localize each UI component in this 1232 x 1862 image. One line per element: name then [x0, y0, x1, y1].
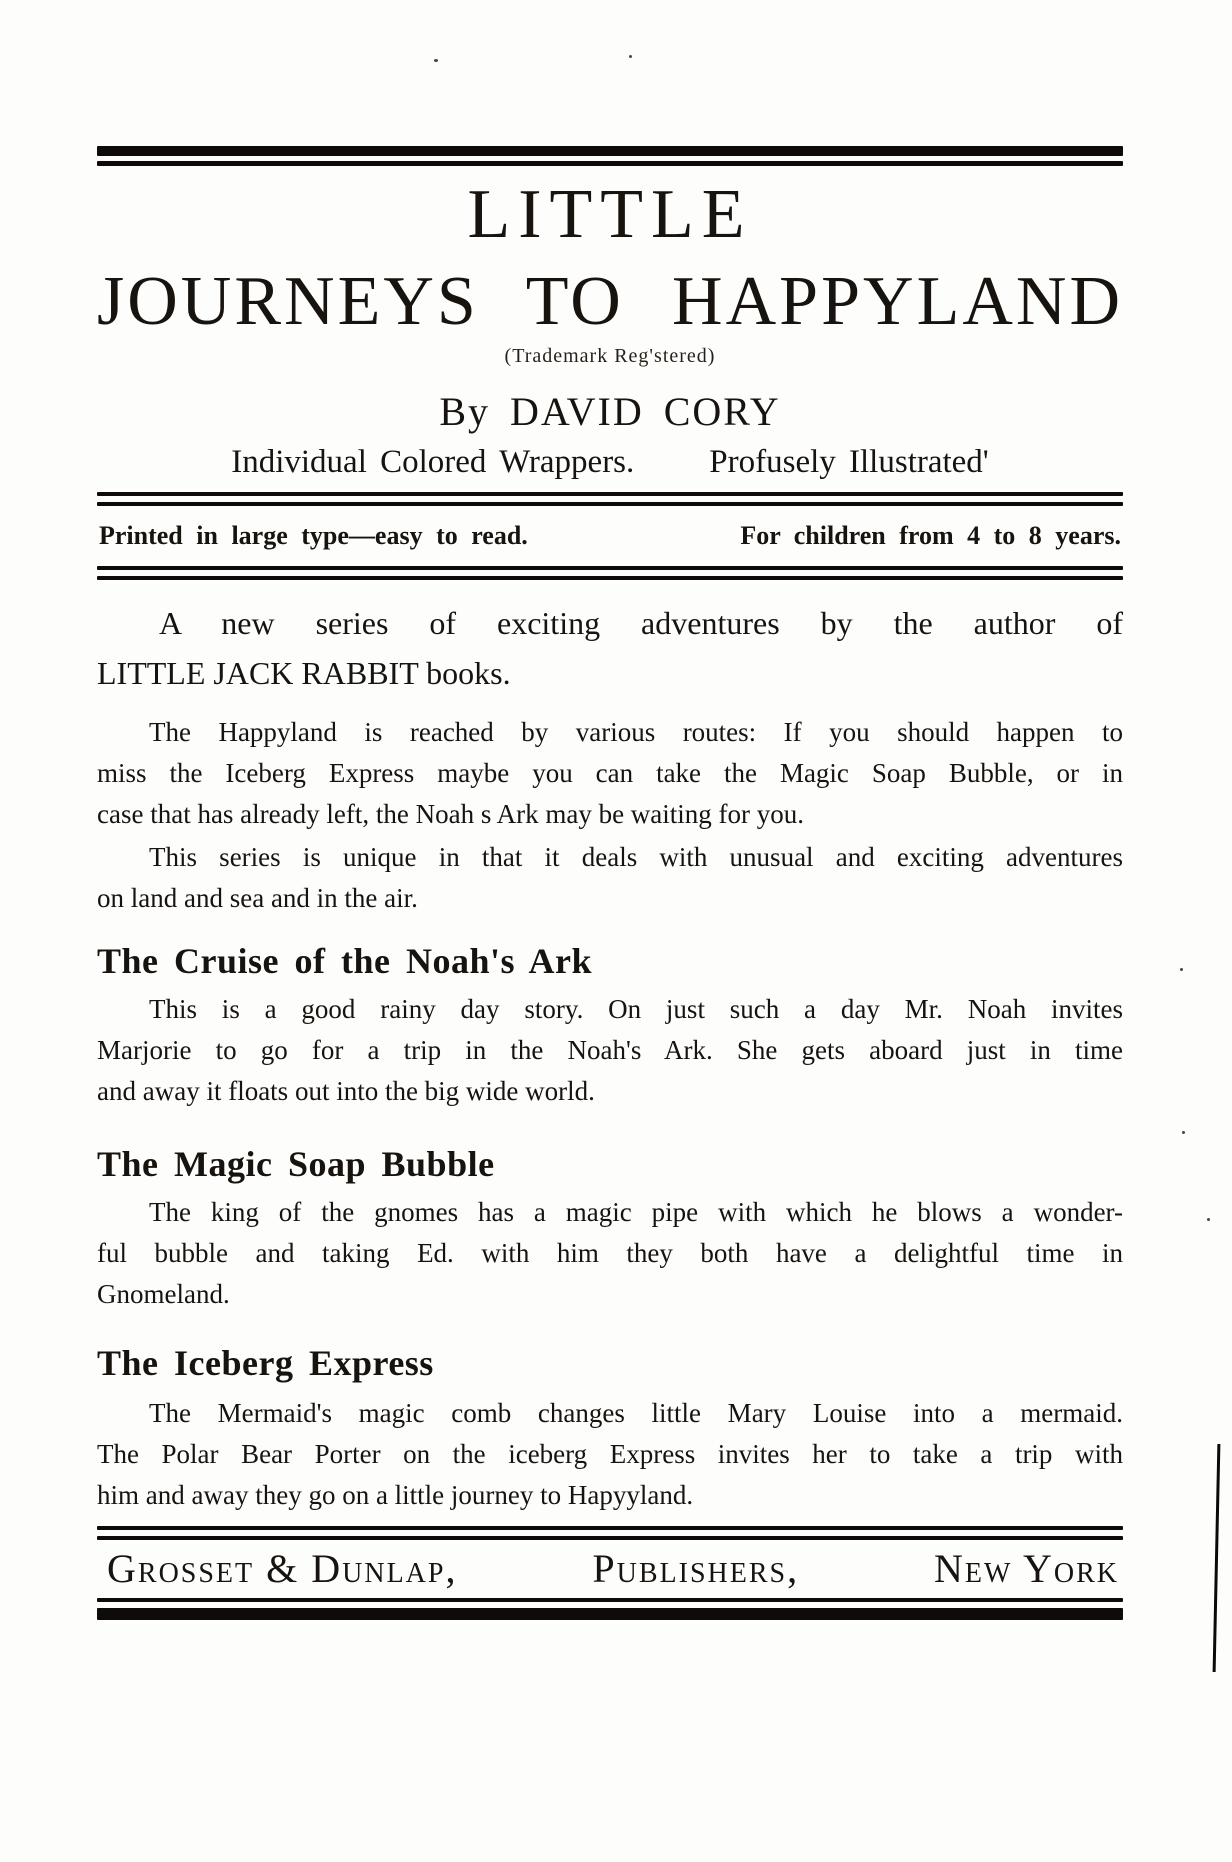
summary-line: The king of the gnomes has a magic pipe with which he blows a wonder-: [149, 1197, 1123, 1227]
publisher-city: New York: [934, 1546, 1119, 1591]
summary-line: Marjorie to go for a trip in the Noah's Ark. She gets aboard just in time: [97, 1035, 1123, 1065]
publisher-name: Grosset & Dunlap,: [107, 1546, 458, 1591]
banner-age-note: For children from 4 to 8 years.: [740, 521, 1121, 550]
divider-line: [97, 492, 1123, 496]
divider-line: [97, 502, 1123, 506]
series-title-line1: LITTLE: [467, 176, 753, 253]
intro-line: LITTLE JACK RABBIT books.: [97, 655, 511, 691]
series-title-line2: JOURNEYS TO HAPPYLAND: [97, 263, 1123, 340]
bottom-rule-thick: [97, 1608, 1123, 1620]
series-intro-paragraph: [97, 598, 1123, 698]
edition-subtitle: [97, 442, 1123, 482]
description-line: on land and sea and in the air.: [97, 883, 418, 913]
scan-artifact-line: [1213, 1444, 1221, 1672]
description-line: This series is unique in that it deals with unusual and exciting adventures: [149, 842, 1123, 872]
summary-line: The Mermaid's magic comb changes little Mary Louise into a mermaid.: [149, 1398, 1123, 1428]
divider-line: [97, 576, 1123, 580]
trademark-note: (Trademark Reg'stered): [504, 345, 716, 367]
scan-speck: [1180, 968, 1183, 971]
description-line: case that has already left, the Noah s Ark may be waiting for you.: [97, 799, 805, 829]
summary-line: Gnomeland.: [97, 1279, 230, 1309]
top-rule-thin: [97, 161, 1123, 166]
banner-type-note: Printed in large type—easy to read.: [99, 521, 528, 550]
divider-line: [97, 566, 1123, 570]
top-rule-thick: [97, 146, 1123, 156]
book-summary-noahs-ark: [97, 989, 1123, 1112]
divider-above-banner: [97, 492, 1123, 506]
summary-line: and away it floats out into the big wide world.: [97, 1076, 595, 1106]
book-summary-magic-soap-bubble: [97, 1192, 1123, 1315]
book-title-iceberg-express: The Iceberg Express: [97, 1343, 434, 1383]
publisher-role: Publishers,: [592, 1546, 800, 1591]
series-description-paragraph-1: [97, 712, 1123, 835]
book-title-noahs-ark: The Cruise of the Noah's Ark: [97, 941, 593, 981]
subtitle-wrappers: Individual Colored Wrappers.: [231, 444, 635, 480]
reading-level-banner: [97, 520, 1123, 552]
divider-line: [97, 1526, 1123, 1530]
summary-line: This is a good rainy day story. On just such a day Mr. Noah invites: [149, 994, 1123, 1024]
subtitle-illustrated: Profusely Illustrated': [709, 444, 989, 480]
scan-speck: [1207, 1218, 1210, 1221]
description-line: The Happyland is reached by various routes: If you should happen to: [149, 717, 1123, 747]
bottom-rule-thin: [97, 1598, 1123, 1602]
intro-line: A new series of exciting adventures by the author of: [159, 605, 1123, 641]
summary-line: ful bubble and taking Ed. with him they both have a delightful time in: [97, 1238, 1123, 1268]
summary-line: The Polar Bear Porter on the iceberg Express invites her to take a trip with: [97, 1439, 1123, 1469]
book-title-magic-soap-bubble: The Magic Soap Bubble: [97, 1144, 495, 1184]
divider-above-footer: [97, 1526, 1123, 1540]
author-byline: By DAVID CORY: [439, 389, 781, 434]
divider-below-banner: [97, 566, 1123, 580]
scan-speck: [629, 55, 632, 58]
scan-speck: [434, 59, 438, 62]
publisher-imprint-line: [97, 1546, 1123, 1592]
divider-line: [97, 1536, 1123, 1540]
summary-line: him and away they go on a little journey to Hapyyland.: [97, 1480, 694, 1510]
scan-speck: [1182, 1131, 1185, 1134]
book-summary-iceberg-express: [97, 1393, 1123, 1516]
description-line: miss the Iceberg Express maybe you can take the Magic Soap Bubble, or in: [97, 758, 1123, 788]
series-description-paragraph-2: [97, 837, 1123, 919]
